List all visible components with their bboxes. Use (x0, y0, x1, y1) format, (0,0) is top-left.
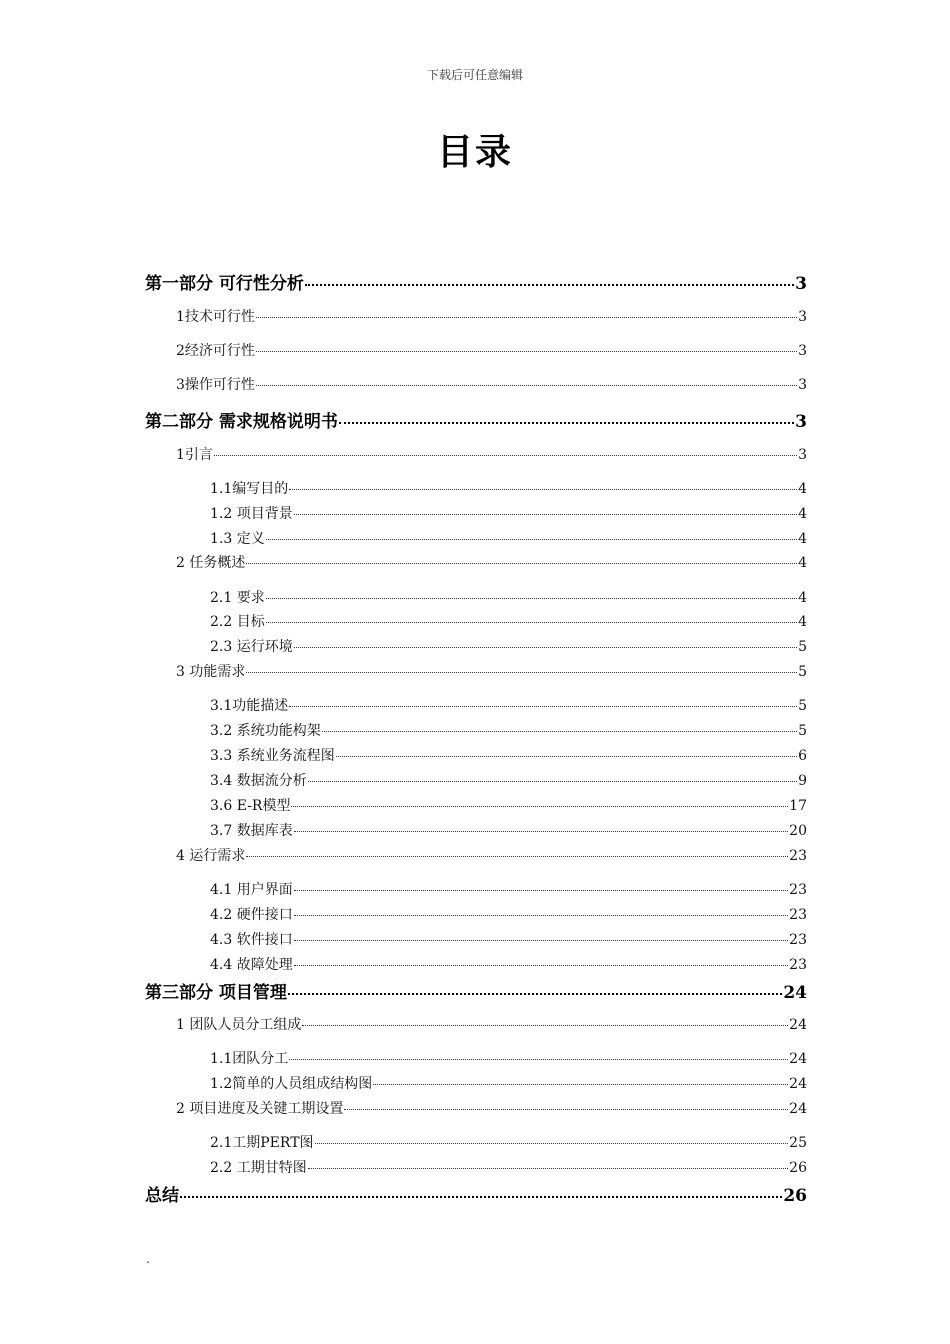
toc-entry-label: 4.3 软件接口 (210, 932, 293, 948)
toc-entry[interactable] (210, 528, 807, 548)
toc-dot-leader (266, 539, 797, 540)
toc-entry[interactable] (210, 587, 807, 607)
toc-entry[interactable] (210, 636, 807, 656)
toc-entry-page: 4 (798, 531, 807, 547)
toc-dot-leader (302, 1025, 788, 1026)
toc-entry-label: 第一部分 可行性分析 (145, 274, 304, 294)
toc-entry[interactable] (176, 1098, 807, 1118)
toc-entry-label: 1技术可行性 (176, 309, 255, 325)
toc-entry-page: 3 (798, 377, 807, 393)
toc-entry-label: 3.1功能描述 (210, 698, 289, 714)
toc-entry[interactable] (210, 954, 807, 974)
toc-entry-page: 26 (783, 1186, 807, 1206)
toc-entry[interactable] (176, 306, 807, 326)
toc-entry-label: 第二部分 需求规格说明书 (145, 412, 338, 432)
toc-dot-leader (308, 1168, 788, 1169)
toc-entry-label: 1.2简单的人员组成结构图 (210, 1076, 373, 1092)
toc-entry-page: 3 (795, 412, 807, 432)
toc-entry[interactable] (210, 611, 807, 631)
toc-dot-leader (322, 731, 797, 732)
toc-dot-leader (246, 856, 788, 857)
toc-entry-label: 4.1 用户界面 (210, 882, 293, 898)
toc-entry-page: 4 (798, 506, 807, 522)
toc-entry[interactable] (145, 1181, 807, 1206)
toc-entry[interactable] (145, 269, 807, 294)
toc-entry-page: 5 (798, 698, 807, 714)
toc-entry-label: 3.6 E-R模型 (210, 798, 291, 814)
toc-entry[interactable] (210, 720, 807, 740)
toc-entry[interactable] (176, 845, 807, 865)
toc-entry-page: 23 (789, 848, 807, 864)
toc-dot-leader (288, 993, 782, 995)
toc-entry[interactable] (210, 770, 807, 790)
toc-dot-leader (294, 831, 788, 832)
toc-dot-leader (315, 1143, 789, 1144)
toc-dot-leader (294, 514, 797, 515)
toc-entry-page: 4 (798, 590, 807, 606)
toc-entry-label: 2.2 工期甘特图 (210, 1160, 307, 1176)
toc-dot-leader (246, 672, 797, 673)
toc-entry[interactable] (210, 1073, 807, 1093)
toc-dot-leader (291, 806, 788, 807)
toc-entry[interactable] (210, 478, 807, 498)
toc-entry-page: 24 (789, 1101, 807, 1117)
toc-dot-leader (339, 422, 794, 424)
toc-entry-page: 5 (798, 639, 807, 655)
toc-dot-leader (256, 317, 797, 318)
toc-entry-label: 4.2 硬件接口 (210, 907, 293, 923)
toc-dot-leader (373, 1084, 788, 1085)
toc-entry[interactable] (210, 1157, 807, 1177)
toc-entry[interactable] (210, 904, 807, 924)
toc-entry[interactable] (145, 978, 807, 1003)
toc-entry[interactable] (210, 1048, 807, 1068)
toc-entry-label: 2.1 要求 (210, 590, 265, 606)
toc-entry-page: 4 (798, 614, 807, 630)
toc-entry-label: 2.3 运行环境 (210, 639, 293, 655)
toc-dot-leader (294, 890, 788, 891)
toc-entry-label: 1 团队人员分工组成 (176, 1017, 302, 1033)
toc-dot-leader (289, 1059, 788, 1060)
toc-entry[interactable] (210, 503, 807, 523)
toc-dot-leader (305, 284, 794, 286)
toc-entry-page: 6 (798, 748, 807, 764)
toc-entry-label: 1引言 (176, 447, 213, 463)
toc-entry[interactable] (210, 795, 807, 815)
toc-dot-leader (180, 1196, 782, 1198)
toc-dot-leader (256, 351, 797, 352)
toc-entry[interactable] (210, 820, 807, 840)
toc-entry-label: 3.3 系统业务流程图 (210, 748, 335, 764)
toc-entry-label: 2 任务概述 (176, 555, 246, 571)
toc-entry[interactable] (210, 695, 807, 715)
toc-dot-leader (294, 647, 797, 648)
toc-entry-page: 23 (789, 932, 807, 948)
toc-dot-leader (344, 1109, 788, 1110)
toc-entry-page: 4 (798, 555, 807, 571)
toc-entry-label: 第三部分 项目管理 (145, 983, 287, 1003)
toc-entry-label: 2.2 目标 (210, 614, 265, 630)
toc-entry-page: 3 (798, 309, 807, 325)
toc-entry-label: 3 功能需求 (176, 664, 246, 680)
toc-entry-label: 3.4 数据流分析 (210, 773, 307, 789)
toc-dot-leader (294, 965, 788, 966)
toc-entry[interactable] (176, 1014, 807, 1034)
toc-entry-label: 总结 (145, 1186, 179, 1206)
toc-entry[interactable] (176, 661, 807, 681)
toc-entry-label: 2经济可行性 (176, 343, 255, 359)
toc-entry-label: 2 项目进度及关键工期设置 (176, 1101, 344, 1117)
toc-entry-page: 3 (798, 447, 807, 463)
toc-entry-label: 1.1编写目的 (210, 481, 289, 497)
toc-dot-leader (336, 756, 797, 757)
toc-entry-page: 5 (798, 664, 807, 680)
page-header-note: 下载后可任意编辑 (426, 68, 523, 82)
toc-entry-label: 3.7 数据库表 (210, 823, 293, 839)
page-title: 目录 (436, 131, 513, 173)
toc-entry-page: 24 (789, 1017, 807, 1033)
toc-entry-label: 4.4 故障处理 (210, 957, 293, 973)
toc-entry-label: 1.2 项目背景 (210, 506, 293, 522)
toc-entry-page: 17 (789, 798, 807, 814)
toc-entry-label: 1.3 定义 (210, 531, 265, 547)
toc-entry[interactable] (176, 444, 807, 464)
toc-entry-page: 5 (798, 723, 807, 739)
toc-entry-page: 23 (789, 882, 807, 898)
toc-entry-page: 26 (789, 1160, 807, 1176)
footer-mark: . (146, 1252, 150, 1266)
toc-entry-page: 4 (798, 481, 807, 497)
toc-entry-label: 3.2 系统功能构架 (210, 723, 321, 739)
toc-dot-leader (214, 455, 797, 456)
toc-dot-leader (289, 706, 797, 707)
toc-dot-leader (256, 385, 797, 386)
toc-entry[interactable] (210, 879, 807, 899)
toc-dot-leader (308, 781, 797, 782)
toc-dot-leader (266, 622, 797, 623)
toc-entry-page: 20 (789, 823, 807, 839)
toc-entry[interactable] (176, 374, 807, 394)
toc-entry-page: 23 (789, 907, 807, 923)
toc-entry-page: 25 (789, 1135, 807, 1151)
toc-entry[interactable] (210, 1132, 807, 1152)
toc-entry[interactable] (176, 340, 807, 360)
toc-entry-label: 1.1团队分工 (210, 1051, 289, 1067)
toc-entry[interactable] (210, 745, 807, 765)
toc-entry-page: 3 (795, 274, 807, 294)
toc-entry-page: 9 (798, 773, 807, 789)
toc-dot-leader (294, 940, 788, 941)
toc-dot-leader (246, 563, 797, 564)
toc-entry-label: 4 运行需求 (176, 848, 246, 864)
toc-dot-leader (289, 489, 797, 490)
toc-dot-leader (294, 915, 788, 916)
toc-entry-page: 24 (789, 1051, 807, 1067)
toc-entry[interactable] (210, 929, 807, 949)
toc-entry-page: 3 (798, 343, 807, 359)
toc-entry-page: 23 (789, 957, 807, 973)
toc-entry-label: 2.1工期PERT图 (210, 1135, 314, 1151)
toc-entry-page: 24 (789, 1076, 807, 1092)
toc-entry-page: 24 (783, 983, 807, 1003)
toc-entry-label: 3操作可行性 (176, 377, 255, 393)
toc-dot-leader (266, 598, 797, 599)
toc-entry[interactable] (145, 407, 807, 432)
toc-entry[interactable] (176, 552, 807, 572)
